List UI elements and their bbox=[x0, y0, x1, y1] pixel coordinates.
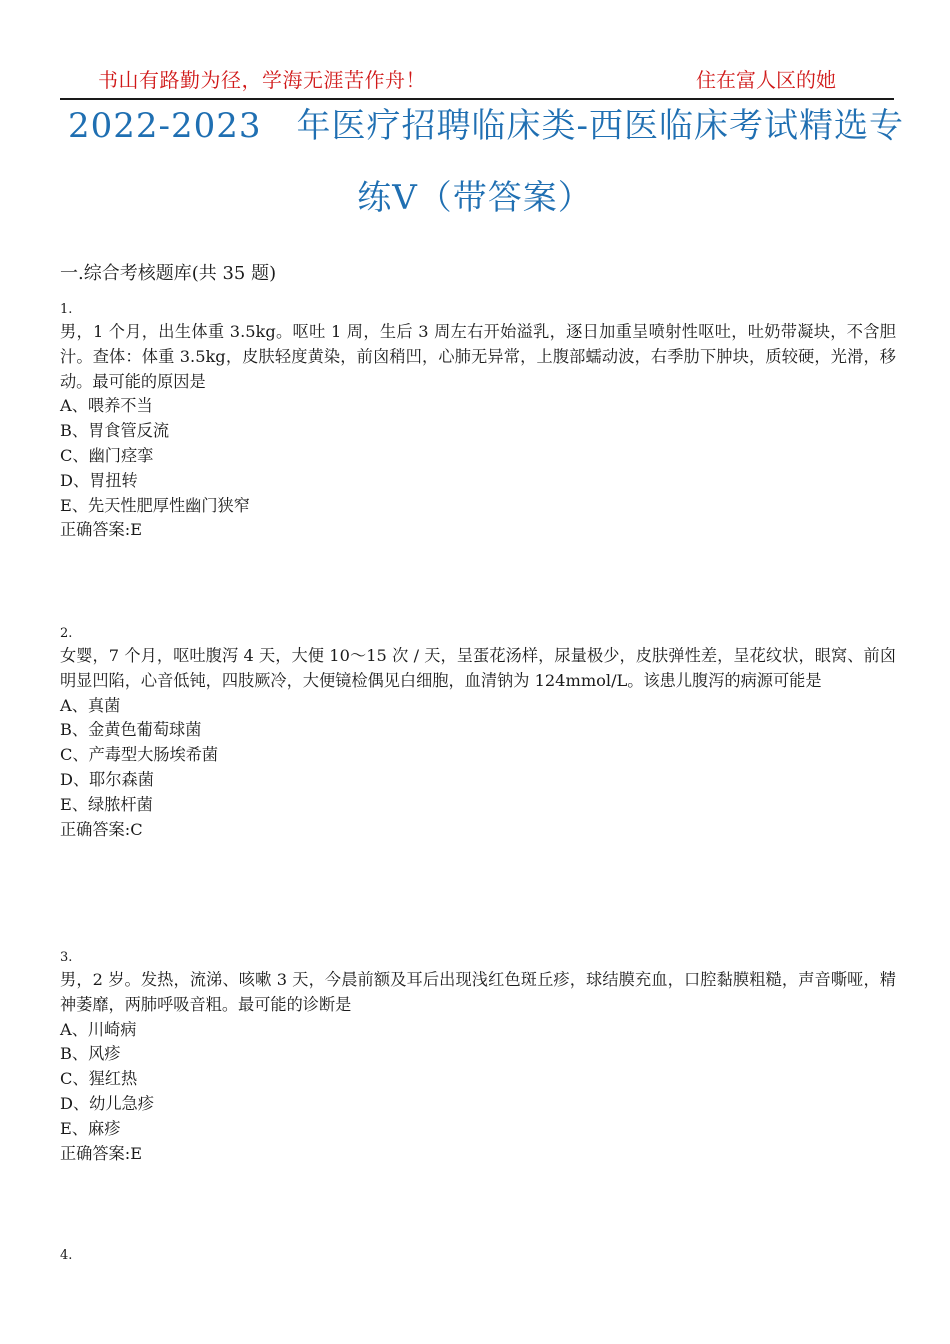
question-4 bbox=[60, 1246, 896, 1266]
question-number: 1. bbox=[60, 302, 73, 317]
question-3 bbox=[60, 948, 896, 1166]
option-b: B、金黄色葡萄球菌 bbox=[60, 720, 202, 740]
section-heading: 一.综合考核题库(共 35 题) bbox=[60, 263, 277, 284]
option-d: D、耶尔森菌 bbox=[60, 769, 154, 789]
document-title-line-2: 练Ⅴ（带答案） bbox=[357, 178, 593, 218]
option-e: E、麻疹 bbox=[60, 1118, 121, 1138]
question-stem: 男，2 岁。发热，流涕、咳嗽 3 天，今晨前额及耳后出现浅红色斑丘疹，球结膜充血，口腔黏膜粗糙，声音嘶哑，精神萎靡，两肺呼吸音粗。最可能的诊断是 bbox=[60, 970, 896, 1014]
question-2 bbox=[60, 624, 896, 842]
option-e: E、先天性肥厚性幽门狭窄 bbox=[60, 495, 250, 515]
option-c: C、产毒型大肠埃希菌 bbox=[60, 745, 219, 765]
question-stem: 男，1 个月，出生体重 3.5kg。呕吐 1 周，生后 3 周左右开始溢乳，逐日加重呈喷射性呕吐，吐奶带凝块，不含胆汁。查体：体重 3.5kg，皮肤轻度黄染，前囟稍凹，心肺无异常，上腹部蠕动波，右季肋下肿块，质较硬，光滑，移动。最可能的原因是 bbox=[60, 322, 896, 391]
option-b: B、胃食管反流 bbox=[60, 421, 170, 441]
correct-answer: 正确答案:E bbox=[60, 520, 143, 540]
question-number: 4. bbox=[60, 1248, 73, 1263]
question-number: 3. bbox=[60, 950, 73, 965]
correct-answer: 正确答案:E bbox=[60, 1143, 143, 1163]
document-title-line-1: 2022-2023 年医疗招聘临床类-西医临床考试精选专 bbox=[68, 106, 905, 146]
question-number: 2. bbox=[60, 626, 73, 641]
option-a: A、喂养不当 bbox=[60, 396, 153, 416]
option-c: C、幽门痉挛 bbox=[60, 445, 154, 465]
option-a: A、真菌 bbox=[60, 695, 121, 715]
question-1 bbox=[60, 300, 896, 543]
question-stem: 女婴，7 个月，呕吐腹泻 4 天，大便 10～15 次 / 天，呈蛋花汤样，尿量极少，皮肤弹性差，呈花纹状，眼窝、前囟明显凹陷，心音低钝，四肢厥冷，大便镜检偶见白细胞，血清钠为 124mmol/L。该患儿腹泻的病源可能是 bbox=[60, 646, 896, 690]
header-slogan: 书山有路勤为径，学海无涯苦作舟！ bbox=[98, 68, 426, 92]
option-d: D、幼儿急疹 bbox=[60, 1093, 154, 1113]
option-d: D、胃扭转 bbox=[60, 470, 138, 490]
option-c: C、猩红热 bbox=[60, 1069, 138, 1089]
option-e: E、绿脓杆菌 bbox=[60, 794, 153, 814]
option-a: A、川崎病 bbox=[60, 1019, 137, 1039]
option-b: B、风疹 bbox=[60, 1044, 121, 1064]
header-author: 住在富人区的她 bbox=[696, 68, 836, 92]
correct-answer: 正确答案:C bbox=[60, 819, 143, 839]
